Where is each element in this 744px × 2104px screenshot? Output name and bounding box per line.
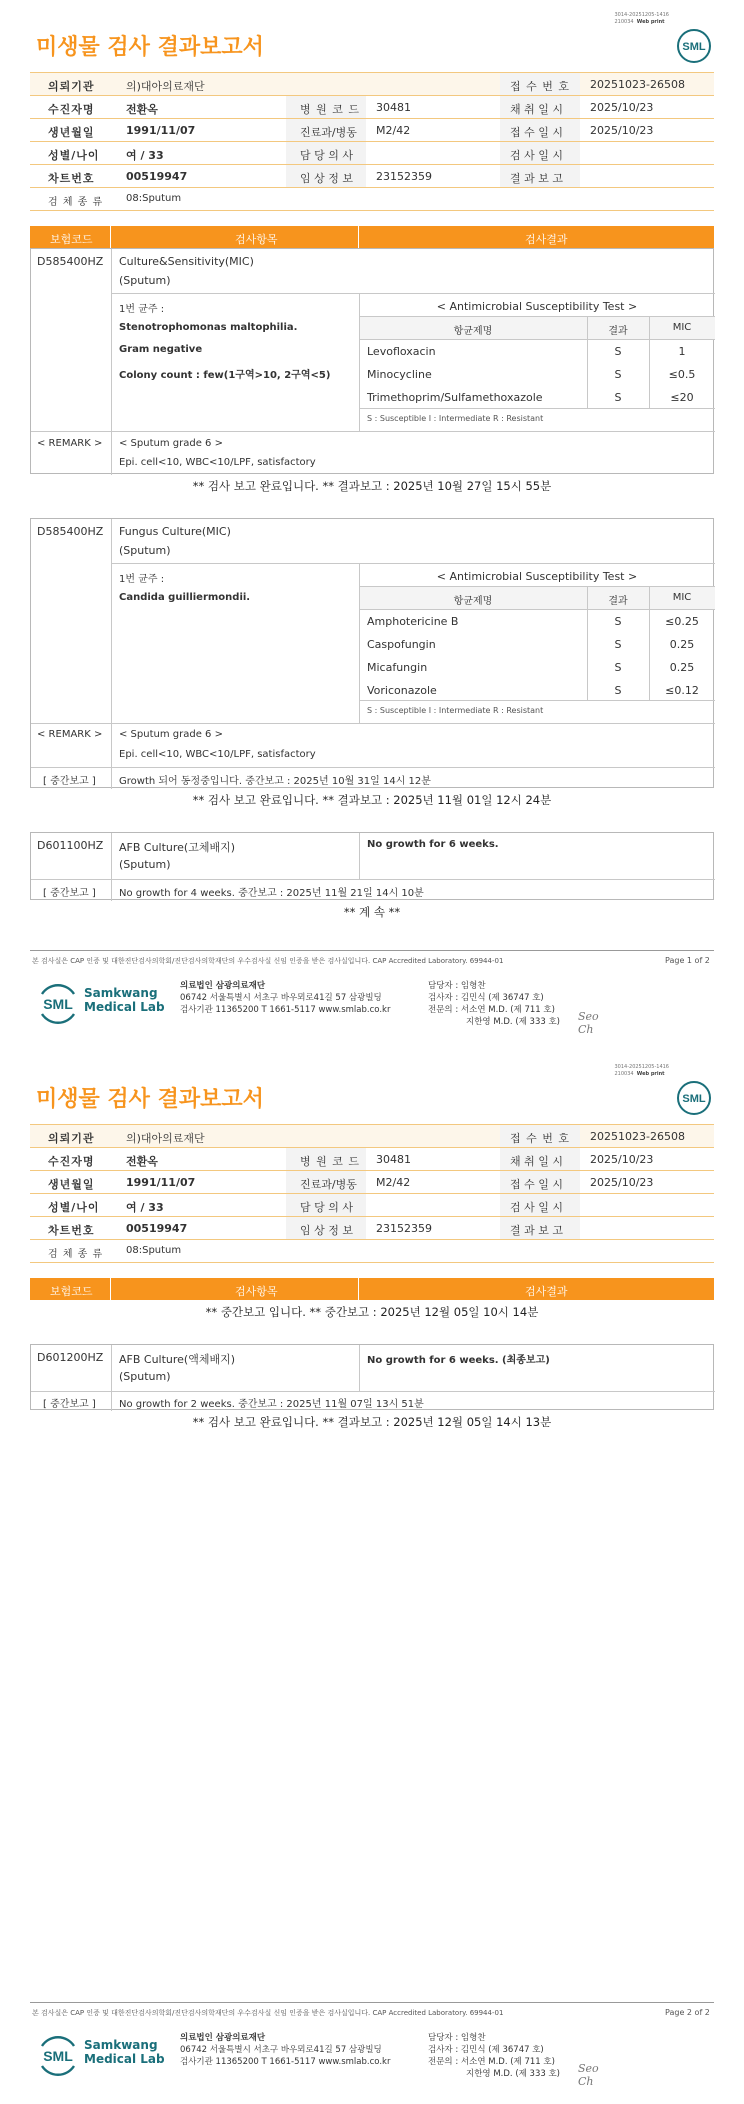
license-line: 검사기관 11365200 T 1661-5117 www.smlab.co.kr	[180, 2057, 391, 2067]
print-code	[614, 12, 669, 26]
print-code-line: 3014-20251205-1416	[614, 12, 669, 18]
report-title: 미생물 검사 결과보고서	[36, 35, 264, 60]
staff-line: 지한영 M.D. (제 333 호)	[466, 1017, 561, 1027]
logo-text: SML	[682, 1093, 706, 1105]
remark-text: < Sputum grade 6 >	[119, 729, 223, 740]
remark-text: Epi. cell<10, WBC<10/LPF, satisfactory	[119, 457, 316, 468]
sex-age-label: 성별/나이	[48, 1201, 100, 1214]
clinical-label: 임 상 정 보	[300, 1224, 353, 1237]
signature-line: Ch	[578, 1023, 594, 1036]
col-item: 검사항목	[235, 233, 278, 246]
signature	[578, 2062, 599, 2088]
test-code: D585400HZ	[37, 525, 104, 538]
gram-stain: Gram negative	[119, 344, 203, 355]
test-specimen: (Sputum)	[119, 858, 171, 871]
interim-text: No growth for 2 weeks. 중간보고 : 2025년 11월 07일 13시 51분	[119, 1399, 424, 1410]
ast-col-result: 결과	[608, 326, 628, 337]
drug-mic: 0.25	[669, 638, 695, 651]
birth-label: 생년월일	[48, 1178, 95, 1191]
drug-name: Caspofungin	[367, 638, 436, 651]
lab-name	[84, 986, 165, 1014]
institution-value: 의)대아의료재단	[126, 1132, 205, 1145]
clinical-value: 23152359	[376, 170, 432, 183]
colony-count: Colony count : few(1구역>10, 2구역<5)	[119, 370, 331, 381]
hospital-code-value: 30481	[376, 101, 411, 114]
drug-result: S	[614, 638, 622, 651]
receive-date-label: 접 수 일 시	[510, 126, 563, 139]
drug-name: Micafungin	[367, 661, 428, 674]
chart-value: 00519947	[126, 170, 188, 183]
chart-value: 00519947	[126, 1222, 188, 1235]
drug-result: S	[614, 661, 622, 674]
lab-name-line: Samkwang	[84, 986, 158, 1000]
test-code: D601100HZ	[37, 839, 104, 852]
institution-label: 의뢰기관	[48, 80, 95, 93]
remark-label: < REMARK >	[37, 729, 103, 740]
clinical-value: 23152359	[376, 1222, 432, 1235]
continued-notice: ** 계 속 **	[343, 905, 401, 919]
test-name: Culture&Sensitivity(MIC)	[119, 255, 254, 268]
test-specimen: (Sputum)	[119, 544, 171, 557]
strain-label: 1번 균주 :	[119, 304, 165, 315]
drug-name: Levofloxacin	[367, 345, 436, 358]
chart-label: 차트번호	[48, 1224, 95, 1237]
license-line: 검사기관 11365200 T 1661-5117 www.smlab.co.kr	[180, 1005, 391, 1015]
report-complete-notice: ** 검사 보고 완료입니다. ** 결과보고 : 2025년 10월 27일 15시 55분	[192, 479, 552, 493]
birth-value: 1991/11/07	[126, 124, 196, 137]
address-line: 06742 서울특별시 서초구 바우뫼로41길 57 삼광빌딩	[180, 2045, 382, 2055]
interim-notice: ** 중간보고 입니다. ** 중간보고 : 2025년 12월 05일 10시 14분	[205, 1305, 539, 1319]
test-code: D601200HZ	[37, 1351, 104, 1364]
drug-mic: 0.25	[669, 661, 695, 674]
result-report-label: 결 과 보 고	[510, 172, 563, 185]
collect-date-value: 2025/10/23	[590, 101, 654, 114]
interim-label: [ 중간보고 ]	[43, 1399, 96, 1410]
staff-line: 검사자 : 김민식 (제 36747 호)	[428, 2045, 544, 2055]
logo-text: SML	[682, 41, 706, 53]
patient-label: 수진자명	[48, 103, 95, 116]
signature-line: Seo	[578, 1010, 599, 1023]
col-code: 보험코드	[50, 233, 93, 246]
test-name: AFB Culture(고체배지)	[119, 841, 236, 854]
sex-age-label: 성별/나이	[48, 149, 100, 162]
ast-title: < Antimicrobial Susceptibility Test >	[436, 570, 638, 583]
drug-mic: 1	[678, 345, 686, 358]
col-code: 보험코드	[50, 1285, 93, 1298]
ast-col-result: 결과	[608, 596, 628, 607]
exam-date-label: 검 사 일 시	[510, 1201, 563, 1214]
doctor-label: 담 당 의 사	[300, 1201, 353, 1214]
drug-mic: ≤0.25	[665, 615, 699, 628]
print-code-line: 210034	[614, 1071, 634, 1077]
report-complete-notice: ** 검사 보고 완료입니다. ** 결과보고 : 2025년 11월 01일 12시 24분	[192, 793, 552, 807]
print-code-line: 210034	[614, 19, 634, 25]
lab-address	[180, 2032, 390, 2068]
drug-name: Trimethoprim/Sulfamethoxazole	[367, 391, 543, 404]
hospital-code-value: 30481	[376, 1153, 411, 1166]
interim-text: Growth 되어 동정중입니다. 중간보고 : 2025년 10월 31일 14시 12분	[119, 776, 431, 787]
sml-logo-icon	[676, 28, 712, 64]
ast-col-drug: 항균제명	[453, 596, 493, 607]
patient-label: 수진자명	[48, 1155, 95, 1168]
sml-footer-logo-icon	[36, 2034, 80, 2078]
drug-result: S	[614, 345, 622, 358]
address-line: 06742 서울특별시 서초구 바우뫼로41길 57 삼광빌딩	[180, 993, 382, 1003]
test-block-afb-liquid	[30, 1344, 714, 1410]
institution-label: 의뢰기관	[48, 1132, 95, 1145]
corp-name: 의료법인 삼광의료재단	[180, 2033, 266, 2043]
chart-label: 차트번호	[48, 172, 95, 185]
receipt-no-value: 20251023-26508	[590, 78, 685, 91]
organism-name: Candida guilliermondii.	[119, 592, 251, 603]
test-name: AFB Culture(액체배지)	[119, 1353, 236, 1366]
staff-line: 담당자 : 임형찬	[428, 981, 486, 991]
ast-legend: S : Susceptible I : Intermediate R : Resistant	[367, 706, 544, 715]
staff-line: 검사자 : 김민식 (제 36747 호)	[428, 993, 544, 1003]
test-result: No growth for 6 weeks. (최종보고)	[367, 1355, 550, 1366]
hospital-code-label: 병 원 코 드	[300, 103, 360, 116]
interim-label: [ 중간보고 ]	[43, 888, 96, 899]
staff-line: 전문의 : 서소연 M.D. (제 711 호)	[428, 2057, 555, 2067]
ast-col-mic: MIC	[672, 322, 692, 333]
lab-name-line: Samkwang	[84, 2038, 158, 2052]
dept-label: 진료과/병동	[300, 1178, 357, 1191]
col-result: 검사결과	[525, 233, 568, 246]
drug-mic: ≤0.12	[665, 684, 699, 697]
cap-note: 본 검사실은 CAP 인증 및 대한진단검사의학회/진단검사의학재단의 우수검사실 신임 인증을 받은 검사실입니다. CAP Accredited Laboratory. 69944-01	[32, 2009, 504, 2017]
lab-name-line: Medical Lab	[84, 2052, 165, 2066]
institution-value: 의)대아의료재단	[126, 80, 205, 93]
specimen-value: 08:Sputum	[126, 1245, 182, 1256]
cap-note: 본 검사실은 CAP 인증 및 대한진단검사의학회/진단검사의학재단의 우수검사실 신임 인증을 받은 검사실입니다. CAP Accredited Laboratory. 69944-01	[32, 957, 504, 965]
interim-label: [ 중간보고 ]	[43, 776, 96, 787]
drug-mic: ≤0.5	[668, 368, 696, 381]
clinical-label: 임 상 정 보	[300, 172, 353, 185]
organism-name: Stenotrophomonas maltophilia.	[119, 322, 298, 333]
lab-name-line: Medical Lab	[84, 1000, 165, 1014]
column-header-bar	[30, 226, 714, 248]
drug-result: S	[614, 391, 622, 404]
report-complete-notice: ** 검사 보고 완료입니다. ** 결과보고 : 2025년 12월 05일 14시 13분	[192, 1415, 552, 1429]
receive-date-label: 접 수 일 시	[510, 1178, 563, 1191]
test-block-afb-solid	[30, 832, 714, 900]
doctor-label: 담 당 의 사	[300, 149, 353, 162]
column-header-bar	[30, 1278, 714, 1300]
receipt-no-value: 20251023-26508	[590, 1130, 685, 1143]
remark-text: < Sputum grade 6 >	[119, 438, 223, 449]
test-name: Fungus Culture(MIC)	[119, 525, 231, 538]
patient-info-header	[30, 1124, 714, 1263]
print-label: Web print	[636, 19, 665, 25]
remark-label: < REMARK >	[37, 438, 103, 449]
signature-line: Seo	[578, 2062, 599, 2075]
ast-title: < Antimicrobial Susceptibility Test >	[436, 300, 638, 313]
sex-age-value: 여 / 33	[126, 1201, 164, 1214]
staff-line: 지한영 M.D. (제 333 호)	[466, 2069, 561, 2079]
result-report-label: 결 과 보 고	[510, 1224, 563, 1237]
ast-legend: S : Susceptible I : Intermediate R : Resistant	[367, 414, 544, 423]
dept-value: M2/42	[376, 1176, 411, 1189]
dept-label: 진료과/병동	[300, 126, 357, 139]
lab-name	[84, 2038, 165, 2066]
exam-date-label: 검 사 일 시	[510, 149, 563, 162]
birth-value: 1991/11/07	[126, 1176, 196, 1189]
test-specimen: (Sputum)	[119, 1370, 171, 1383]
specimen-label: 검 체 종 류	[48, 1249, 104, 1260]
test-code: D585400HZ	[37, 255, 104, 268]
col-item: 검사항목	[235, 1285, 278, 1298]
strain-label: 1번 균주 :	[119, 574, 165, 585]
lab-address	[180, 980, 390, 1016]
staff-list	[428, 2032, 560, 2080]
signature	[578, 1010, 599, 1036]
corp-name: 의료법인 삼광의료재단	[180, 981, 266, 991]
receipt-no-label: 접 수 번 호	[510, 80, 570, 93]
sml-footer-logo-icon	[36, 982, 80, 1026]
collect-date-label: 채 취 일 시	[510, 1155, 563, 1168]
birth-label: 생년월일	[48, 126, 95, 139]
test-specimen: (Sputum)	[119, 274, 171, 287]
sml-logo-icon	[676, 1080, 712, 1116]
drug-name: Amphotericine B	[367, 615, 459, 628]
print-code-line: 3014-20251205-1416	[614, 1064, 669, 1070]
logo-text: SML	[43, 996, 73, 1012]
drug-mic: ≤20	[670, 391, 694, 404]
interim-text: No growth for 4 weeks. 중간보고 : 2025년 11월 21일 14시 10분	[119, 888, 424, 899]
staff-line: 담당자 : 임형찬	[428, 2033, 486, 2043]
print-label: Web print	[636, 1071, 665, 1077]
test-block-fungus	[30, 518, 714, 788]
specimen-label: 검 체 종 류	[48, 197, 104, 208]
signature-line: Ch	[578, 2075, 594, 2088]
page-number: Page 1 of 2	[665, 956, 710, 965]
patient-value: 전환옥	[126, 1155, 158, 1168]
drug-name: Minocycline	[367, 368, 432, 381]
dept-value: M2/42	[376, 124, 411, 137]
report-page-2	[0, 1052, 744, 2104]
receive-date-value: 2025/10/23	[590, 124, 654, 137]
test-result: No growth for 6 weeks.	[367, 839, 499, 850]
drug-result: S	[614, 368, 622, 381]
collect-date-label: 채 취 일 시	[510, 103, 563, 116]
ast-col-drug: 항균제명	[453, 326, 493, 337]
receive-date-value: 2025/10/23	[590, 1176, 654, 1189]
staff-line: 전문의 : 서소연 M.D. (제 711 호)	[428, 1005, 555, 1015]
patient-value: 전환옥	[126, 103, 158, 116]
print-code	[614, 1064, 669, 1078]
patient-info-header	[30, 72, 714, 211]
sex-age-value: 여 / 33	[126, 149, 164, 162]
collect-date-value: 2025/10/23	[590, 1153, 654, 1166]
drug-result: S	[614, 615, 622, 628]
receipt-no-label: 접 수 번 호	[510, 1132, 570, 1145]
ast-col-mic: MIC	[672, 592, 692, 603]
page-number: Page 2 of 2	[665, 2008, 710, 2017]
drug-name: Voriconazole	[367, 684, 437, 697]
hospital-code-label: 병 원 코 드	[300, 1155, 360, 1168]
specimen-value: 08:Sputum	[126, 193, 182, 204]
remark-text: Epi. cell<10, WBC<10/LPF, satisfactory	[119, 749, 316, 760]
staff-list	[428, 980, 560, 1028]
col-result: 검사결과	[525, 1285, 568, 1298]
drug-result: S	[614, 684, 622, 697]
test-block-culture	[30, 248, 714, 474]
report-title: 미생물 검사 결과보고서	[36, 1087, 264, 1112]
logo-text: SML	[43, 2048, 73, 2064]
